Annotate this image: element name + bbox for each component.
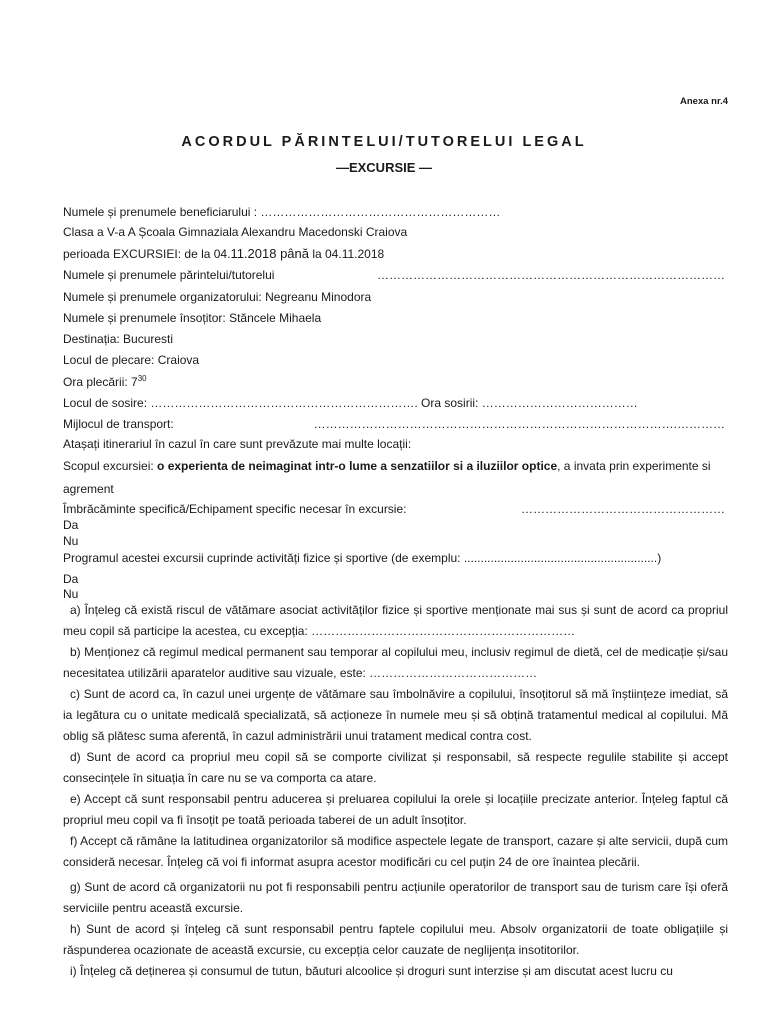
annex-number: Anexa nr.4 xyxy=(680,96,729,107)
period-middle: 11.2018 până xyxy=(230,246,309,261)
departure-time-field xyxy=(63,374,147,389)
arrival-field: Locul de sosire: …………………………………………………………. Ora sosirii: ………………………………… xyxy=(63,396,638,410)
parent-field xyxy=(63,268,725,282)
class-school-field: Clasa a V-a A Școala Gimnaziala Alexandru Macedonski Craiova xyxy=(63,225,408,239)
clause-b: b) Menționez că regimul medical permanent sau temporar al copilului meu, inclusiv regimul de dietă, cel de medicație și/sau necesitatea utilizării aparatelor auditive sau vizuale, este: …………………………………… xyxy=(63,645,728,680)
clause-e: e) Accept că sunt responsabil pentru aducerea și preluarea copilului la orele și locațiile precizate anterior. Înțeleg faptul că propriul meu copil va fi însoțit pe toată perioada taberei de un adult însoțitor. xyxy=(63,792,728,827)
departure-time-label: Ora plecării: 7 xyxy=(63,375,138,389)
purpose-text: o experienta de neimaginat intr-o lume a senzatiilor si a iluziilor optice xyxy=(157,459,558,473)
clause-g: g) Sunt de acord că organizatorii nu pot fi responsabili pentru acțiunile operatorilor de transport sau de turism care își oferă serviciile pentru această excursie. xyxy=(63,880,728,915)
clause-i: i) Înțeleg că deținerea și consumul de tutun, băuturi alcoolice și droguri sunt interzise și am discutat acest lucru cu xyxy=(70,964,673,978)
document-subtitle: —EXCURSIE — xyxy=(335,160,433,175)
program-no-option: Nu xyxy=(63,587,79,601)
transport-dots: ……………………………………………………………………………….………… xyxy=(313,417,725,431)
purpose-field xyxy=(63,459,711,473)
purpose-line-2: agrement xyxy=(63,482,114,496)
destination-field: Destinația: Bucuresti xyxy=(63,332,174,346)
clause-d: d) Sunt de acord ca propriul meu copil să se comporte civilizat și responsabil, să respecte regulile stabilite și accept consecințele în situația în care nu se va comporta ca atare. xyxy=(63,750,728,785)
companion-field: Numele și prenumele însoțitor: Stăncele Mihaela xyxy=(63,311,322,325)
clause-a: a) Înțeleg că există riscul de vătămare asociat activităților fizice și sportive menționate mai sus și sunt de acord ca propriul meu copil să participe la acestea, cu excepția: ………………………………………………………… xyxy=(63,603,728,638)
period-prefix: perioada EXCURSIEI: de la 04. xyxy=(63,247,231,261)
parent-label: Numele și prenumele părintelui/tutorelui xyxy=(63,268,275,282)
itinerary-field: Atașați itinerariul în cazul în care sunt prevăzute mai multe locații: xyxy=(63,437,412,451)
program-field: Programul acestei excursii cuprinde activități fizice și sportive (de exemplu: ..........................................................) xyxy=(63,551,662,565)
clause-h: h) Sunt de acord și înțeleg că sunt responsabil pentru faptele copilului meu. Absolv organizatorii de toate obligațiile și răspunderea ocazionate de această excursie, cu excepția celor cauzate de neglijența insotitorilor. xyxy=(63,922,728,957)
departure-time-minutes: 30 xyxy=(137,374,147,383)
clause-c: c) Sunt de acord ca, în cazul unei urgențe de vătămare sau îmbolnăvire a copilului, însoțitorul să mă înștiințeze imediat, să ia legătura cu o unitate medicală specializată, să acționeze în numele meu și să obțină tratamentul medical al copilului. Mă oblig să plătesc suma aferentă, în cazul administrării unui tratament medical contra cost. xyxy=(63,687,728,743)
organizer-field: Numele și prenumele organizatorului: Negreanu Minodora xyxy=(63,290,372,304)
clothing-dots: …………………………………………… xyxy=(521,502,725,516)
clothing-yes-option: Da xyxy=(63,518,79,532)
transport-field xyxy=(63,417,725,431)
transport-label: Mijlocul de transport: xyxy=(63,417,174,431)
clauses-block xyxy=(63,600,728,982)
clothing-no-option: Nu xyxy=(63,534,79,548)
purpose-rest: , a invata prin experimente si xyxy=(557,459,711,473)
period-field xyxy=(63,246,384,261)
clause-f: f) Accept că rămâne la latitudinea organizatorilor să modifice aspectele legate de transport, cazare și alte servicii, după cum consideră necesar. Înțeleg că voi fi informat asupra acestor modificări cu cel puțin 24 de ore înaintea plecării. xyxy=(63,834,728,869)
purpose-label: Scopul excursiei: xyxy=(63,459,158,473)
document-title: ACORDUL PĂRINTELUI/TUTORELUI LEGAL xyxy=(181,134,587,150)
departure-place-field: Locul de plecare: Craiova xyxy=(63,353,200,367)
clothing-label: Îmbrăcăminte specifică/Echipament specific necesar în excursie: xyxy=(63,502,407,516)
parent-dots: …………………………………………………………………………… xyxy=(377,268,725,282)
program-yes-option: Da xyxy=(63,572,79,586)
clothing-field xyxy=(63,502,725,516)
beneficiary-field: Numele și prenumele beneficiarului : …………………………………………………… xyxy=(63,205,501,219)
period-suffix: la 04.11.2018 xyxy=(309,247,385,261)
